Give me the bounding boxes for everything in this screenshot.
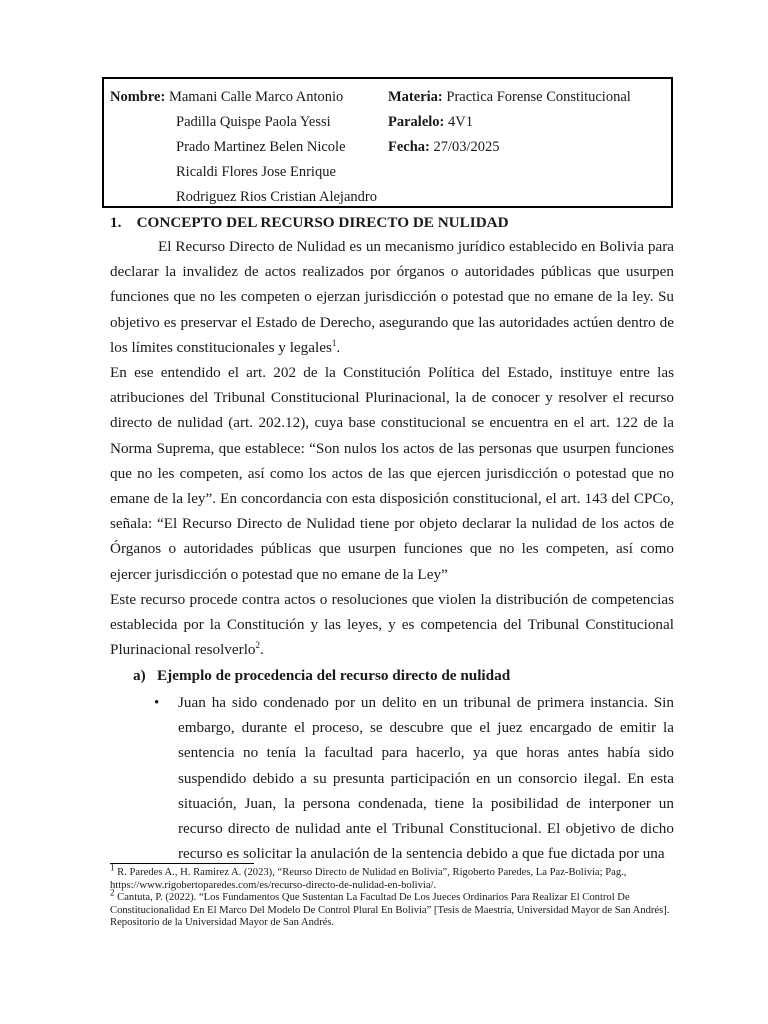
fecha-row bbox=[388, 139, 500, 155]
fecha-value: 27/03/2025 bbox=[433, 139, 500, 155]
nombre-label: Nombre: bbox=[110, 89, 166, 105]
paragraph-1-text: El Recurso Directo de Nulidad es un mecanismo jurídico establecido en Bolivia para declarar la invalidez de actos realizados por órganos o autoridades públicas que usurpen funciones que no les competen o ejerzan jurisdicción o potestad que no emane de la ley. Su objetivo es preservar el Estado de Derecho, asegurando que las autoridades actúen dentro de los límites constitucionales y legales bbox=[110, 238, 674, 356]
footnote-1-text: R. Paredes A., H. Ramirez A. (2023), “Reurso Directo de Nulidad en Bolivia”, Rigoberto Paredes, La Paz-Bolivia; Pag., https://www.rigobertoparedes.com/es/recurso-directo-de-nulidad-en-bolivia/. bbox=[110, 867, 627, 891]
student-name-2: Padilla Quispe Paola Yessi bbox=[176, 114, 331, 130]
paragraph-3-text: Este recurso procede contra actos o resoluciones que violen la distribución de competencias establecida por la Constitución y las leyes, y es competencia del Tribunal Constitucional Plurinacional resolverlo bbox=[110, 590, 674, 659]
paragraph-3 bbox=[110, 587, 674, 663]
footnote-2-number: 2 bbox=[110, 887, 115, 898]
student-name-4: Ricaldi Flores Jose Enrique bbox=[176, 164, 336, 180]
footnote-ref-1: 1 bbox=[331, 337, 337, 348]
footnote-ref-2: 2 bbox=[255, 640, 261, 651]
student-name-1: Mamani Calle Marco Antonio bbox=[168, 89, 344, 105]
bullet-text: Juan ha sido condenado por un delito en un tribunal de primera instancia. Sin embargo, durante el proceso, se descubre que el juez encargado de emitir la sentencia no tenía la facultad para hacerlo, ya que horas antes había sido suspendido debido a su presunta participación en un consorcio ilegal. En esta situación, Juan, la persona condenada, tiene la posibilidad de interponer un recurso directo de nulidad ante el Tribunal Constitucional. El objetivo de dicho recurso es solicitar la anulación de la sentencia debido a que fue dictada por una bbox=[178, 694, 674, 863]
section-body bbox=[110, 234, 674, 662]
footnote-2-text: Cantuta, P. (2022). “Los Fundamentos Que Sustentan La Facultad De Los Jueces Ordinarios Para Realizar El Control De Constitucionalidad En El Marco Del Modelo De Control Plural En Bolivia” [Tesis de Maestría, Universidad Mayor de San Andrés]. Repositorio de la Universidad Mayor de San Andrés. bbox=[110, 892, 670, 929]
paragraph-1 bbox=[110, 234, 674, 360]
materia-label: Materia: bbox=[388, 89, 443, 105]
section-heading: 1. CONCEPTO DEL RECURSO DIRECTO DE NULIDAD bbox=[110, 214, 509, 231]
footnote-1 bbox=[110, 862, 674, 892]
footnote-2 bbox=[110, 887, 674, 930]
student-name-3: Prado Martinez Belen Nicole bbox=[176, 139, 346, 155]
paralelo-label: Paralelo: bbox=[388, 114, 445, 130]
fecha-label: Fecha: bbox=[388, 139, 430, 155]
paralelo-row bbox=[388, 114, 473, 130]
subheading-example: a) Ejemplo de procedencia del recurso directo de nulidad bbox=[133, 667, 511, 684]
footnotes bbox=[110, 862, 674, 930]
student-name-5: Rodriguez Rios Cristian Alejandro bbox=[176, 189, 377, 205]
materia-row bbox=[388, 89, 631, 105]
bullet-item bbox=[178, 690, 674, 866]
nombre-row bbox=[110, 89, 343, 105]
paragraph-3-end: . bbox=[260, 641, 264, 659]
footnote-separator bbox=[110, 863, 254, 864]
bullet-marker: • bbox=[154, 694, 160, 711]
paragraph-2: En ese entendido el art. 202 de la Constitución Política del Estado, instituye entre las atribuciones del Tribunal Constitucional Plurinacional, la de conocer y resolver el recurso directo de nulidad (art. 202.12), cuya base constitucional se encuentra en el art. 122 de la Norma Suprema, que establece: “Son nulos los actos de las personas que usurpen funciones que no les competen, así como los actos de las que ejercen jurisdicción o potestad que no emane de la ley”. En concordancia con esta disposición constitucional, el art. 143 del CPCo, señala: “El Recurso Directo de Nulidad tiene por objeto declarar la nulidad de los actos de Órganos o autoridades públicas que usurpen funciones que no les competen, así como ejercer jurisdicción o potestad que no emane de la Ley” bbox=[110, 364, 674, 583]
paragraph-1-end: . bbox=[336, 338, 341, 356]
materia-value: Practica Forense Constitucional bbox=[446, 89, 631, 105]
paralelo-value: 4V1 bbox=[448, 114, 473, 130]
footnote-1-number: 1 bbox=[110, 862, 115, 873]
